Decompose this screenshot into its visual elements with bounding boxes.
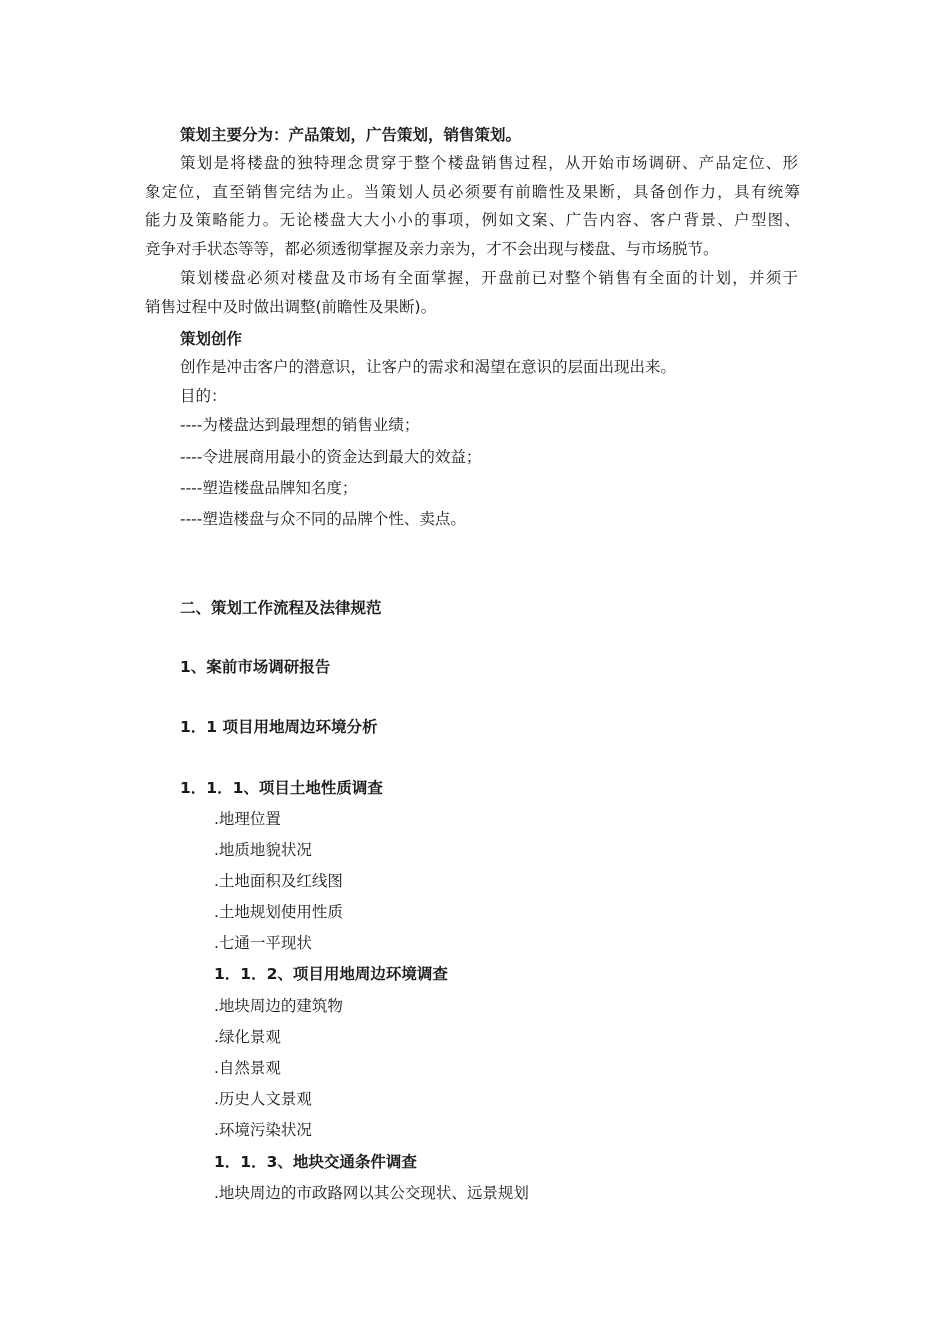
list-item: .自然景观 bbox=[214, 1059, 281, 1077]
para1-line-4: 竞争对手状态等等，都必须透彻掌握及亲力亲为，才不会出现与楼盘、与市场脱节。 bbox=[145, 240, 719, 258]
subsection-1-title: 1、案前市场调研报告 bbox=[180, 658, 331, 676]
subsection-1-1-3-title: 1．1．3、地块交通条件调查 bbox=[214, 1153, 417, 1171]
list-item: .地块周边的市政路网以其公交现状、远景规划 bbox=[214, 1184, 529, 1202]
purpose-item: ----令进展商用最小的资金达到最大的效益； bbox=[180, 448, 482, 466]
para2-line-1: 策划楼盘必须对楼盘及市场有全面掌握，开盘前已对整个销售有全面的计划，并须于 bbox=[180, 269, 798, 287]
creation-text: 创作是冲击客户的潜意识，让客户的需求和渴望在意识的层面出现出来。 bbox=[180, 358, 677, 376]
list-item: .土地面积及红线图 bbox=[214, 872, 343, 890]
para2-line-2: 销售过程中及时做出调整(前瞻性及果断)。 bbox=[145, 298, 437, 316]
purpose-label: 目的： bbox=[180, 387, 227, 405]
subsection-1-1-2-title: 1．1．2、项目用地周边环境调查 bbox=[214, 965, 448, 983]
creation-heading: 策划创作 bbox=[180, 330, 243, 348]
section-2-title: 二、策划工作流程及法律规范 bbox=[180, 599, 382, 617]
list-item: .地理位置 bbox=[214, 810, 281, 828]
para1-line-3: 能力及策略能力。无论楼盘大大小小的事项，例如文案、广告内容、客户背景、户型图、 bbox=[145, 211, 800, 229]
para1-line-1: 策划是将楼盘的独特理念贯穿于整个楼盘销售过程，从开始市场调研、产品定位、形 bbox=[180, 154, 798, 172]
list-item: .历史人文景观 bbox=[214, 1090, 312, 1108]
list-item: .地质地貌状况 bbox=[214, 841, 312, 859]
list-item: .七通一平现状 bbox=[214, 934, 312, 952]
purpose-item: ----塑造楼盘品牌知名度； bbox=[180, 479, 358, 497]
para1-line-2: 象定位，直至销售完结为止。当策划人员必须要有前瞻性及果断，具备创作力，具有统筹 bbox=[145, 183, 800, 201]
subsection-1-1-title: 1．1 项目用地周边环境分析 bbox=[180, 718, 378, 736]
subsection-1-1-1-title: 1．1．1、项目土地性质调查 bbox=[180, 779, 383, 797]
list-item: .环境污染状况 bbox=[214, 1121, 312, 1139]
purpose-item: ----为楼盘达到最理想的销售业绩； bbox=[180, 416, 420, 434]
intro-summary: 策划主要分为：产品策划，广告策划，销售策划。 bbox=[180, 126, 522, 144]
list-item: .地块周边的建筑物 bbox=[214, 997, 343, 1015]
list-item: .土地规划使用性质 bbox=[214, 903, 343, 921]
purpose-item: ----塑造楼盘与众不同的品牌个性、卖点。 bbox=[180, 510, 466, 528]
list-item: .绿化景观 bbox=[214, 1028, 281, 1046]
